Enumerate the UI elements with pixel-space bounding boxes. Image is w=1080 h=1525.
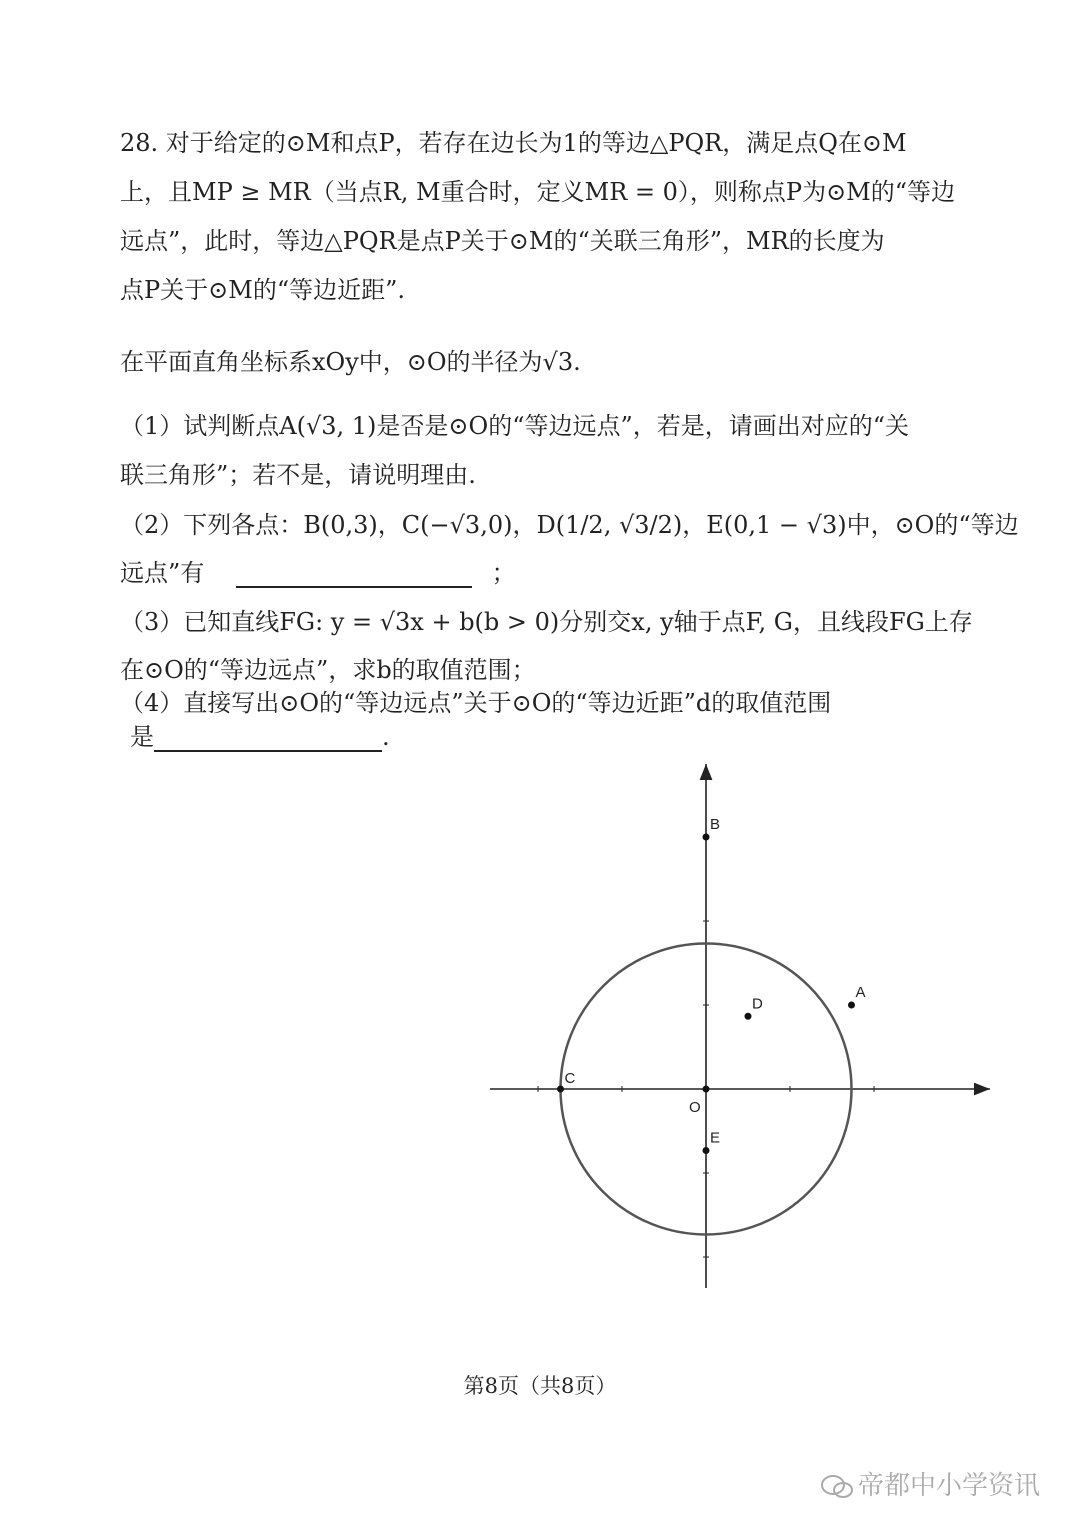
question-4-prefix: 是 (130, 723, 154, 751)
question-2-prefix: 远点”有 (120, 559, 205, 587)
page-footer: 第8页（共8页） (463, 1374, 617, 1398)
point-label-e: E (710, 1129, 721, 1147)
wechat-icon (820, 1474, 854, 1500)
point-e (703, 1147, 710, 1154)
origin-label: O (689, 1099, 701, 1116)
question-4-suffix: . (382, 723, 390, 751)
point-a (848, 1002, 855, 1009)
question-4-line-1: （4）直接写出⊙O的“等边远点”关于⊙O的“等边近距”d的取值范围 (120, 689, 832, 717)
question-1-line-1: （1）试判断点A(√3, 1)是否是⊙O的“等边远点”，若是，请画出对应的“关 (120, 412, 910, 440)
point-c (557, 1086, 564, 1093)
point-b (703, 834, 710, 841)
question-2-suffix: ； (491, 559, 516, 587)
question-3-line-2: 在⊙O的“等边远点”，求b的取值范围； (120, 656, 536, 684)
question-1-line-2: 联三角形”；若不是，请说明理由. (120, 461, 476, 489)
question-3-line-1: （3）已知直线FG: y = √3x + b(b > 0)分别交x, y轴于点F, G，且线段FG上存 (120, 608, 973, 636)
question-2-line-1: （2）下列各点：B(0,3)，C(−√3,0)，D(1/2, √3/2)，E(0,1 − √3)中，⊙O的“等边 (120, 511, 1019, 539)
problem-intro-line-4: 点P关于⊙M的“等边近距”. (120, 276, 405, 304)
point-label-d: D (752, 995, 763, 1013)
point-d (745, 1013, 752, 1020)
problem-setup: 在平面直角坐标系xOy中，⊙O的半径为√3. (120, 348, 581, 376)
watermark-text: 帝都中小学资讯 (858, 1471, 1041, 1501)
problem-intro-line-2: 上，且MP ≥ MR（当点R, M重合时，定义MR = 0），则称点P为⊙M的“等边 (120, 178, 956, 206)
origin-point (703, 1086, 710, 1093)
watermark (820, 1465, 1040, 1502)
problem-intro-line-3: 远点”，此时，等边△PQR是点P关于⊙M的“关联三角形”，MR的长度为 (120, 227, 885, 255)
point-label-b: B (710, 816, 721, 833)
problem-intro-line-1: 28. 对于给定的⊙M和点P，若存在边长为1的等边△PQR，满足点Q在⊙M (120, 129, 907, 157)
point-label-a: A (855, 984, 866, 1001)
point-label-c: C (564, 1070, 576, 1087)
